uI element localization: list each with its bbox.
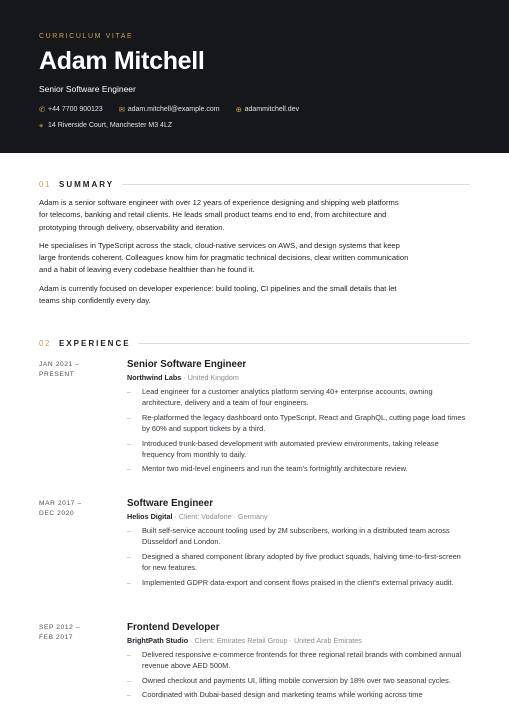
job-bullets xyxy=(127,525,470,588)
section-divider xyxy=(139,343,470,344)
dash-bullet-icon: – xyxy=(127,438,132,448)
job-details xyxy=(127,622,470,701)
email-text[interactable]: adam.mitchell@example.com xyxy=(127,106,220,113)
candidate-role: Senior Software Engineer xyxy=(39,84,136,94)
job-bullet: – Introduced trunk-based development with automated preview environments, taking release frequency from monthly to daily. xyxy=(127,438,439,460)
dash-bullet-icon: – xyxy=(127,650,132,659)
contact-email[interactable] xyxy=(119,104,220,115)
job-bullet: – Delivered responsive e-commerce frontends for three regional retail brands with combined annual revenue above AED 500M. xyxy=(127,650,462,671)
job-start-date: SEP 2012 – xyxy=(39,624,81,631)
experience-title: EXPERIENCE xyxy=(59,338,131,348)
globe-icon: ⊕ xyxy=(235,105,242,114)
summary-number: 01 xyxy=(39,179,52,189)
job-location: · Client: Vodafone · Germany xyxy=(172,512,268,521)
job-location: · United Kingdom xyxy=(181,373,239,382)
website-text[interactable]: adammitchell.dev xyxy=(244,106,300,113)
job-bullet: – Lead engineer for a customer analytics platform serving 40+ enterprise accounts, owning architecture, delivery and a team of four engineers. xyxy=(127,387,433,408)
job-meta xyxy=(127,636,470,646)
experience-number: 02 xyxy=(39,338,52,348)
job-company: Helios Digital xyxy=(127,512,173,521)
job-bullets xyxy=(127,386,470,475)
job-meta xyxy=(127,512,470,522)
summary-title: SUMMARY xyxy=(59,179,115,189)
contact-website[interactable] xyxy=(236,104,299,115)
location-pin-icon: ⌖ xyxy=(39,121,44,130)
dash-bullet-icon: – xyxy=(127,675,132,685)
address-text: 14 Riverside Court, Manchester M3 4LZ xyxy=(48,122,173,129)
job-end-date: PRESENT xyxy=(39,371,75,378)
job-company: Northwind Labs xyxy=(127,373,182,382)
dash-bullet-icon: – xyxy=(127,387,132,396)
summary-text xyxy=(39,197,409,313)
mail-icon: ✉ xyxy=(118,105,125,114)
dash-bullet-icon: – xyxy=(127,577,132,587)
address-row xyxy=(39,120,470,131)
summary-paragraph: Adam is currently focused on developer experience: build tooling, CI pipelines and the small details that let teams ship confidently every day. xyxy=(39,283,397,306)
job-end-date: DEC 2020 xyxy=(39,510,75,517)
section-divider xyxy=(122,184,470,185)
document-eyebrow: CURRICULUM VITAE xyxy=(39,33,134,40)
job-start-date: JAN 2021 – xyxy=(39,361,80,368)
job-title: Software Engineer xyxy=(127,498,214,509)
cv-header xyxy=(0,0,509,153)
contact-phone xyxy=(39,104,103,115)
job-start-date: MAR 2017 – xyxy=(39,500,82,507)
dash-bullet-icon: – xyxy=(127,464,132,474)
job-bullets xyxy=(127,649,470,701)
job-dates xyxy=(39,360,109,380)
job-bullet: – Built self-service account tooling used by 2M subscribers, working in a distributed team across Düsseldorf and London. xyxy=(127,526,450,547)
summary-paragraph: Adam is a senior software engineer with over 12 years of experience designing and shipping web platforms for telecoms, banking and retail clients. He leads small product teams end to end, from architecture and prototyping through delivery, observability and iteration. xyxy=(39,198,399,232)
job-location: · Client: Emirates Retail Group · United Arab Emirates xyxy=(188,636,362,645)
candidate-name: Adam Mitchell xyxy=(39,47,205,75)
job-bullet: – Designed a shared component library adopted by five product squads, halving time-to-first-screen for new features. xyxy=(127,551,461,573)
contact-address xyxy=(39,120,172,131)
summary-paragraph: He specialises in TypeScript across the stack, cloud-native services on AWS, and design systems that keep large frontends coherent. Colleagues know him for pragmatic technical decisions, clear written communication and a habit of leaving every codebase healthier than he found it. xyxy=(39,240,409,275)
job-dates xyxy=(39,499,109,519)
job-company: BrightPath Studio xyxy=(127,636,189,645)
job-bullet: – Mentor two mid-level engineers and run the team's fortnightly architecture review. xyxy=(127,464,408,474)
phone-icon: ✆ xyxy=(39,105,46,114)
contact-row xyxy=(39,104,470,115)
job-bullet: – Implemented GDPR data-export and consent flows praised in the client's external privacy audit. xyxy=(127,577,454,587)
job-title: Frontend Developer xyxy=(127,622,220,633)
job-details xyxy=(127,498,470,588)
job-meta xyxy=(127,373,470,383)
dash-bullet-icon: – xyxy=(127,551,132,561)
job-bullet: – Coordinated with Dubai-based design and marketing teams while working across time xyxy=(127,690,423,700)
job-details xyxy=(127,359,470,475)
phone-text: +44 7700 900123 xyxy=(48,106,103,113)
dash-bullet-icon: – xyxy=(127,412,132,422)
job-bullet: – Owned checkout and payments UI, lifting mobile conversion by 18% over two seasonal cycles. xyxy=(127,675,451,685)
summary-section-header xyxy=(39,178,470,190)
job-title: Senior Software Engineer xyxy=(127,359,247,370)
experience-section-header xyxy=(39,337,470,349)
job-end-date: FEB 2017 xyxy=(39,634,74,641)
job-dates xyxy=(39,623,109,643)
dash-bullet-icon: – xyxy=(127,526,132,535)
job-bullet: – Re-platformed the legacy dashboard onto TypeScript, React and GraphQL, cutting page load times by 60% and support tickets by a third. xyxy=(127,412,466,434)
dash-bullet-icon: – xyxy=(127,690,132,700)
